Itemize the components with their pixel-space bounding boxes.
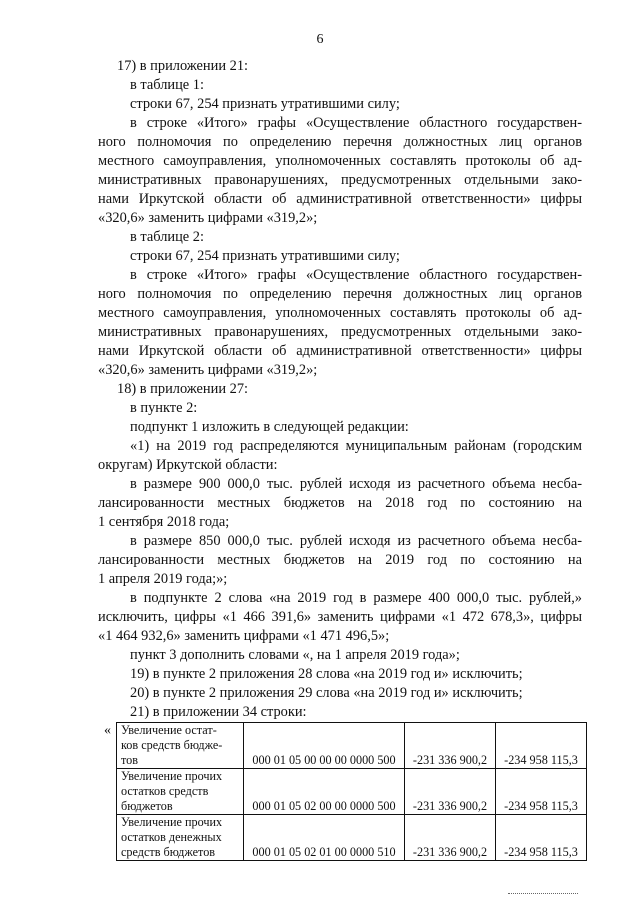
text-line: лансированности местных бюджетов на 2019 год по состоянию на	[98, 552, 582, 568]
cell-text: остатков средств	[121, 784, 209, 798]
text-line: строки 67, 254 признать утратившими силу;	[130, 96, 400, 112]
text-line: пункт 3 дополнить словами «, на 1 апреля 2019 года»;	[130, 647, 460, 663]
text-line: ного полномочия по определению перечня должностных лиц органов	[98, 134, 582, 150]
quote-open-mark: «	[104, 723, 111, 738]
text-line: строки 67, 254 признать утратившими силу;	[130, 248, 400, 264]
text-line: министративных правонарушениях, предусмотренных отдельными зако-	[98, 324, 582, 340]
text-line: министративных правонарушениях, предусмотренных отдельными зако-	[98, 172, 582, 188]
text-line: в пункте 2:	[130, 400, 198, 416]
table-row	[117, 815, 587, 861]
text-line: 21) в приложении 34 строки:	[130, 704, 307, 720]
text-line: 19) в пункте 2 приложения 28 слова «на 2019 год и» исключить;	[130, 666, 523, 682]
cell-text: Увеличение прочих	[121, 815, 223, 829]
cell-text: средств бюджетов	[121, 845, 216, 859]
text-line: в строке «Итого» графы «Осуществление областного государствен-	[130, 115, 582, 131]
text-line: в строке «Итого» графы «Осуществление областного государствен-	[130, 267, 582, 283]
text-line: в подпункте 2 слова «на 2019 год в размере 400 000,0 тыс. рублей,»	[130, 590, 582, 606]
text-line: местного самоуправления, уполномоченных составлять протоколы об ад-	[98, 305, 582, 321]
text-line: в таблице 1:	[130, 77, 204, 93]
text-line: округам) Иркутской области:	[98, 457, 278, 473]
footer-divider	[508, 893, 578, 895]
row-code-cell: 000 01 05 02 01 00 0000 510	[244, 815, 405, 861]
text-line: в размере 850 000,0 тыс. рублей исходя из расчетного объема несба-	[130, 533, 582, 549]
text-line: «320,6» заменить цифрами «319,2»;	[98, 210, 318, 226]
text-line: лансированности местных бюджетов на 2018 год по состоянию на	[98, 495, 582, 511]
row-value-1-cell: -231 336 900,2	[405, 723, 496, 769]
row-value-2-cell: -234 958 115,3	[496, 723, 587, 769]
text-line: 1 апреля 2019 года;»;	[98, 571, 228, 587]
text-line: в таблице 2:	[130, 229, 204, 245]
table-row	[117, 769, 587, 815]
text-line: исключить, цифры «1 466 391,6» заменить цифрами «1 472 678,3», цифры	[98, 609, 582, 625]
text-line: подпункт 1 изложить в следующей редакции:	[130, 419, 409, 435]
text-line: «320,6» заменить цифрами «319,2»;	[98, 362, 318, 378]
table-row	[117, 723, 587, 769]
cell-text: Увеличение прочих	[121, 769, 223, 783]
budget-table	[116, 722, 587, 861]
text-line: «1) на 2019 год распределяются муниципальным районам (городским	[130, 438, 582, 454]
text-line: нами Иркутской области об административной ответственности» цифры	[98, 191, 582, 207]
row-value-1-cell: -231 336 900,2	[405, 815, 496, 861]
page-number: 6	[316, 32, 324, 47]
cell-text: Увеличение остат-	[121, 723, 217, 737]
row-name-cell	[117, 769, 244, 815]
row-value-2-cell: -234 958 115,3	[496, 769, 587, 815]
row-code-cell: 000 01 05 00 00 00 0000 500	[244, 723, 405, 769]
row-value-1-cell: -231 336 900,2	[405, 769, 496, 815]
text-line: 20) в пункте 2 приложения 29 слова «на 2019 год и» исключить;	[130, 685, 523, 701]
text-line: 18) в приложении 27:	[117, 381, 249, 397]
text-line: ного полномочия по определению перечня должностных лиц органов	[98, 286, 582, 302]
text-line: 1 сентября 2018 года;	[98, 514, 230, 530]
cell-text: ков средств бюдже-	[121, 738, 223, 752]
text-line: местного самоуправления, уполномоченных составлять протоколы об ад-	[98, 153, 582, 169]
text-line: нами Иркутской области об административной ответственности» цифры	[98, 343, 582, 359]
cell-text: бюджетов	[121, 799, 173, 813]
text-line: в размере 900 000,0 тыс. рублей исходя из расчетного объема несба-	[130, 476, 582, 492]
cell-text: остатков денежных	[121, 830, 222, 844]
row-value-2-cell: -234 958 115,3	[496, 815, 587, 861]
text-line: 17) в приложении 21:	[117, 58, 249, 74]
row-code-cell: 000 01 05 02 00 00 0000 500	[244, 769, 405, 815]
text-line: «1 464 932,6» заменить цифрами «1 471 496,5»;	[98, 628, 390, 644]
row-name-cell	[117, 815, 244, 861]
row-name-cell	[117, 723, 244, 769]
cell-text: тов	[121, 753, 139, 767]
